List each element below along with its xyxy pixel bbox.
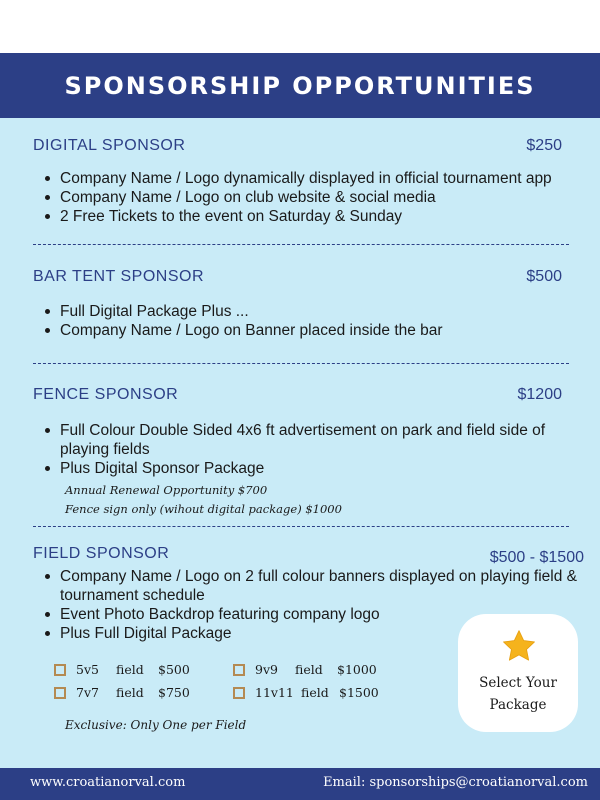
bar-tent-sponsor-benefits — [40, 302, 580, 340]
option-field: field — [116, 662, 144, 677]
fence-renewal-note: Annual Renewal Opportunity $700 — [65, 483, 268, 497]
star-icon — [500, 628, 538, 664]
page-title: SPONSORSHIP OPPORTUNITIES — [64, 71, 536, 100]
checkbox[interactable] — [233, 687, 245, 699]
option-field: field — [116, 685, 144, 700]
option-price: $500 — [158, 662, 190, 677]
page-header — [0, 53, 600, 118]
email-link[interactable]: Email: sponsorships@croatianorval.com — [323, 775, 588, 790]
section-divider — [33, 244, 569, 245]
website-link[interactable]: www.croatianorval.com — [30, 775, 186, 790]
option-9v9[interactable] — [233, 662, 377, 677]
option-field: field — [301, 685, 329, 700]
card-line-2: Package — [489, 697, 547, 713]
option-5v5[interactable] — [54, 662, 190, 677]
benefit-item: 2 Free Tickets to the event on Saturday & Sunday — [60, 207, 580, 226]
checkbox[interactable] — [54, 664, 66, 676]
option-price: $750 — [158, 685, 190, 700]
checkbox[interactable] — [54, 687, 66, 699]
digital-sponsor-price: $250 — [526, 137, 562, 154]
benefit-item: Company Name / Logo on 2 full colour banners displayed on playing field & tournament schedule — [60, 567, 580, 605]
section-divider — [33, 526, 569, 527]
option-field: field — [295, 662, 323, 677]
option-size: 5v5 — [76, 662, 99, 677]
option-size: 7v7 — [76, 685, 99, 700]
fence-sponsor-title: FENCE SPONSOR — [33, 386, 179, 403]
checkbox[interactable] — [233, 664, 245, 676]
select-package-card[interactable] — [458, 614, 578, 732]
page-footer — [0, 768, 600, 800]
benefit-item: Company Name / Logo dynamically displayed in official tournament app — [60, 169, 580, 188]
field-sponsor-price: $500 - $1500 — [489, 549, 584, 566]
bar-tent-sponsor-price: $500 — [526, 268, 562, 285]
option-7v7[interactable] — [54, 685, 190, 700]
fence-sponsor-benefits — [40, 421, 580, 478]
benefit-item: Full Colour Double Sided 4x6 ft advertisement on park and field side of playing fields — [60, 421, 580, 459]
exclusive-note: Exclusive: Only One per Field — [65, 718, 247, 732]
fence-sponsor-price: $1200 — [517, 386, 562, 403]
option-size: 11v11 — [255, 685, 294, 700]
benefit-item: Plus Full Digital Package — [60, 624, 580, 643]
card-line-1: Select Your — [479, 675, 557, 691]
top-margin — [0, 0, 600, 53]
digital-sponsor-title: DIGITAL SPONSOR — [33, 137, 186, 154]
digital-sponsor-benefits — [40, 169, 580, 226]
section-divider — [33, 363, 569, 364]
field-sponsor-title: FIELD SPONSOR — [33, 545, 170, 562]
fence-sign-only-note: Fence sign only (wihout digital package) $1000 — [65, 502, 342, 516]
select-package-label — [458, 672, 578, 716]
option-price: $1500 — [339, 685, 379, 700]
benefit-item: Company Name / Logo on club website & social media — [60, 188, 580, 207]
option-size: 9v9 — [255, 662, 278, 677]
benefit-item: Event Photo Backdrop featuring company logo — [60, 605, 580, 624]
option-11v11[interactable] — [233, 685, 379, 700]
bar-tent-sponsor-title: BAR TENT SPONSOR — [33, 268, 204, 285]
benefit-item: Full Digital Package Plus ... — [60, 302, 580, 321]
benefit-item: Company Name / Logo on Banner placed inside the bar — [60, 321, 580, 340]
benefit-item: Plus Digital Sponsor Package — [60, 459, 580, 478]
option-price: $1000 — [337, 662, 377, 677]
